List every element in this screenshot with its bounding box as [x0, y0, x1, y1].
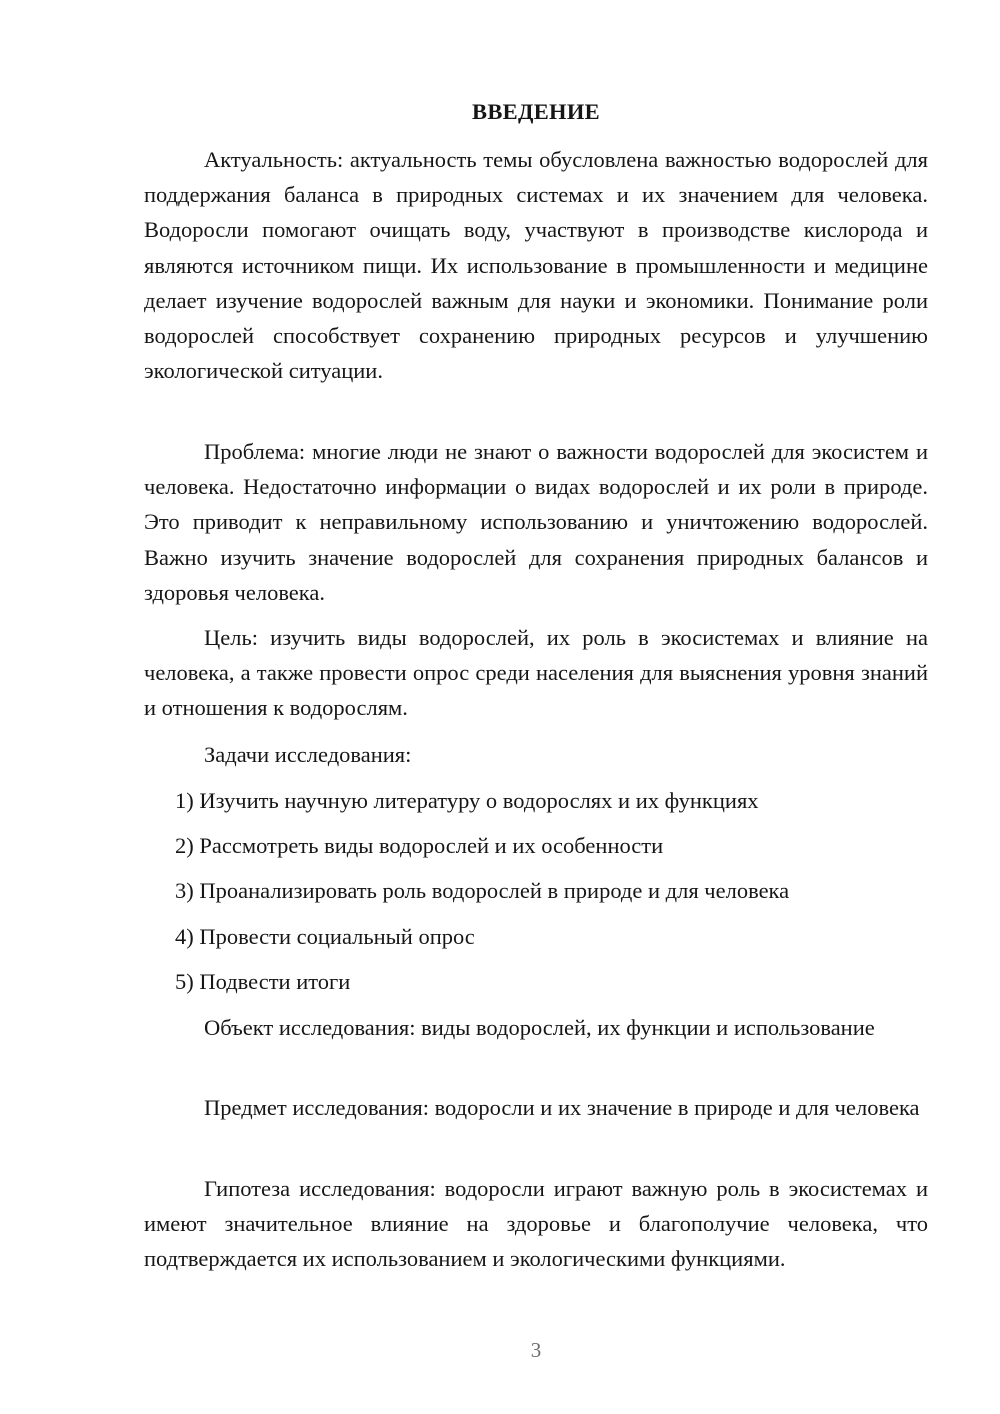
list-item-task-2: 2) Рассмотреть виды водорослей и их особенности — [175, 833, 664, 858]
list-item-task-1: 1) Изучить научную литературу о водорослях и их функциях — [175, 788, 759, 813]
object-paragraph: Объект исследования: виды водорослей, их функции и использование — [204, 1015, 875, 1040]
section-title: ВВЕДЕНИЕ — [472, 99, 600, 124]
goal-paragraph: Цель: изучить виды водорослей, их роль в экосистемах и влияние на человека, а также провести опрос среди населения для выяснения уровня знаний и отношения к водорослям. — [144, 625, 928, 721]
list-item-task-3: 3) Проанализировать роль водорослей в природе и для человека — [175, 878, 790, 903]
page-number: 3 — [530, 1338, 542, 1362]
hypothesis-paragraph: Гипотеза исследования: водоросли играют важную роль в экосистемах и имеют значительное влияние на здоровье и благополучие человека, что подтверждается их использованием и экологическими функциями. — [144, 1176, 928, 1272]
problem-paragraph: Проблема: многие люди не знают о важности водорослей для экосистем и человека. Недостаточно информации о видах водорослей и их роли в природе. Это приводит к неправильному использованию и уничтожению водорослей. Важно изучить значение водорослей для сохранения природных балансов и здоровья человека. — [144, 439, 928, 605]
list-item-task-4: 4) Провести социальный опрос — [175, 924, 475, 949]
list-item-task-5: 5) Подвести итоги — [175, 969, 351, 994]
subject-paragraph: Предмет исследования: водоросли и их значение в природе и для человека — [204, 1095, 920, 1120]
document-page — [144, 0, 928, 1414]
tasks-heading: Задачи исследования: — [204, 742, 412, 767]
relevance-paragraph: Актуальность: актуальность темы обусловлена важностью водорослей для поддержания баланса в природных системах и их значением для человека. Водоросли помогают очищать воду, участвуют в производстве кислорода и являются источником пищи. Их использование в промышленности и медицине делает изучение водорослей важным для науки и экономики. Понимание роли водорослей способствует сохранению природных ресурсов и улучшению экологической ситуации. — [144, 147, 928, 384]
